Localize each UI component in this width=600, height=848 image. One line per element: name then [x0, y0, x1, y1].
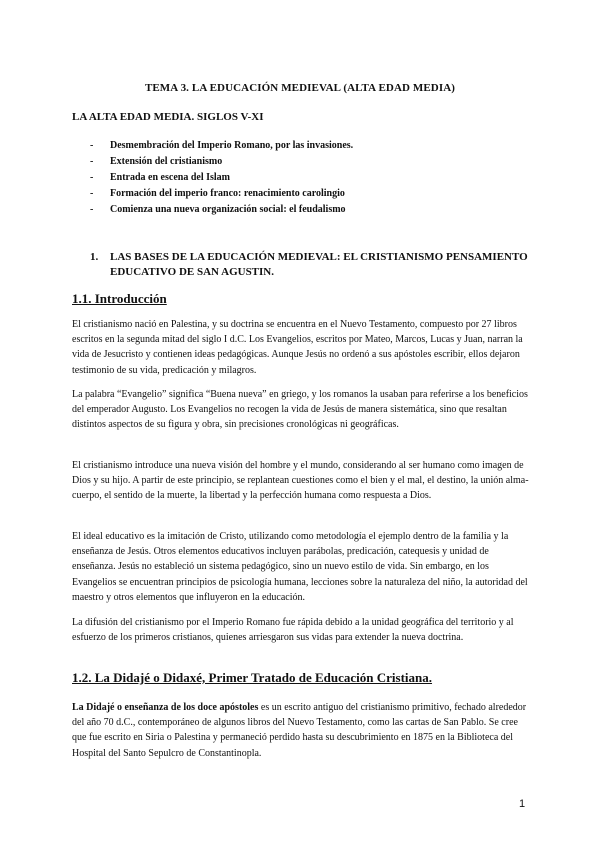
paragraph: El ideal educativo es la imitación de Cristo, utilizando como metodología el ejemplo dentro de la familia y la enseñanza de Jesús. Otros elementos educativos incluyen parábolas, predicación, catequesis y unidad de enseñanza. Jesús no estableció un sistema pedagógico, sino un nuevo estilo de vida. Sin embargo, en los Evangelios se encuentran principios de psicología humana, lecciones sobre la naturaleza del niño, la autoridad del maestro y otros elementos que influyeron en la educación. [72, 531, 528, 603]
heading-1-1: 1.1. Introducción [72, 291, 167, 306]
bullet-list [90, 138, 353, 218]
paragraph: La palabra “Evangelio” significa “Buena nueva” en griego, y los romanos la usaban para referirse a los beneficios del emperador Augusto. Los Evangelios no recogen la vida de Jesús de manera sistemática, sino que resaltan distintos aspectos de su figura y obra, sin precisiones cronológicas ni geográficas. [72, 389, 528, 431]
bullet-dash: - [90, 204, 94, 215]
document-title: TEMA 3. LA EDUCACIÓN MEDIEVAL (ALTA EDAD MEDIA) [144, 82, 456, 94]
bold-lead: La Didajé o enseñanza de los doce apóstoles [72, 702, 259, 713]
page-number: 1 [519, 798, 526, 810]
heading-1-2: 1.2. La Didajé o Didaxé, Primer Tratado de Educación Cristiana. [72, 670, 433, 685]
paragraph-didaje [72, 700, 532, 761]
paragraph: El cristianismo nació en Palestina, y su doctrina se encuentra en el Nuevo Testamento, compuesto por 27 libros escritos en la segunda mitad del siglo I d.C. Los Evangelios, escritos por Mateo, Marcos, Lucas y Juan, narran la vida de Jesucristo y contienen ideas pedagógicas. Aunque Jesús no ordenó a sus apóstoles escribir, ellos dejaron testimonio de su vida, predicación y milagros. [72, 319, 523, 376]
bullet-dash: - [90, 140, 94, 151]
bullet-dash: - [90, 172, 94, 183]
list-item: - Extensión del cristianismo [90, 154, 353, 170]
paragraph-rest: es un escrito antiguo del cristianismo primitivo, fechado alrededor del año 70 d.C., contemporáneo de algunos libros del Nuevo Testamento, como las cartas de San Pablo. Se cree que fue escrito en Siria o Palestina y permaneció perdido hasta su descubrimiento en 1875 en la Biblioteca del Hospital del Santo Sepulcro de Constantinopla. [72, 702, 527, 759]
bullet-dash: - [90, 156, 94, 167]
paragraph: La difusión del cristianismo por el Imperio Romano fue rápida debido a la unidad geográfica del territorio y al esfuerzo de los primeros cristianos, quienes arriesgaron sus vidas para extender la nueva doctrina. [72, 617, 514, 644]
list-item: - Entrada en escena del Islam [90, 170, 353, 186]
bullet-dash: - [90, 188, 94, 199]
section-1-heading [90, 250, 530, 280]
paragraph: El cristianismo introduce una nueva visión del hombre y el mundo, considerando al ser humano como imagen de Dios y su hijo. A partir de este principio, se replantean cuestiones como el bien y el mal, el destino, la unión alma-cuerpo, el sentido de la muerte, la libertad y la perfección humana como respuesta a Dios. [72, 460, 529, 502]
list-item: - Comienza una nueva organización social: el feudalismo [90, 202, 353, 218]
section-number: 1. [90, 251, 99, 263]
list-item: - Desmembración del Imperio Romano, por las invasiones. [90, 138, 353, 154]
section-text: LAS BASES DE LA EDUCACIÓN MEDIEVAL: EL CRISTIANISMO PENSAMIENTO EDUCATIVO DE SAN AGUSTIN. [110, 251, 528, 278]
section-subtitle: LA ALTA EDAD MEDIA. SIGLOS V-XI [72, 111, 264, 123]
list-item: - Formación del imperio franco: renacimiento carolingio [90, 186, 353, 202]
